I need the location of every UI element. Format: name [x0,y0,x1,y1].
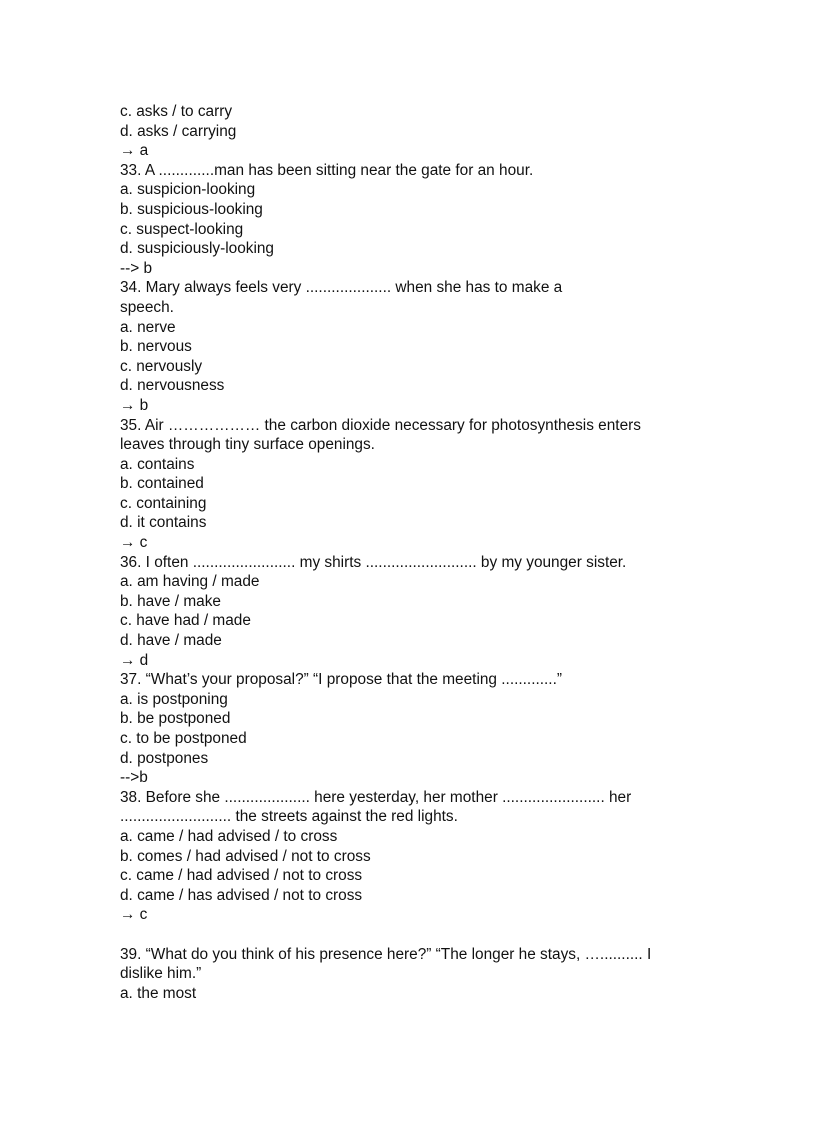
option-line: c. suspect-looking [120,220,244,238]
document-page [120,102,700,1003]
option-line: b. have / make [120,592,221,610]
option-line: d. came / has advised / not to cross [120,886,363,904]
option-line: d. postpones [120,749,209,767]
question-34: 34. Mary always feels very .................... when she has to make a [120,279,563,297]
option-line: d. suspiciously-looking [120,240,274,258]
answer-line: → c [120,906,148,924]
question-36: 36. I often ........................ my shirts .......................... by my younger sister. [120,553,627,571]
option-line: b. nervous [120,338,192,356]
text-line: d. asks / carrying [120,122,237,140]
question-38-continued: .......................... the streets against the red lights. [120,808,458,826]
option-line: d. it contains [120,514,207,532]
answer-line: → b [120,396,149,414]
question-35-continued: leaves through tiny surface openings. [120,436,375,454]
question-39-continued: dislike him.” [120,965,202,983]
question-34-continued: speech. [120,298,174,316]
answer-line: → c [120,534,148,552]
option-line: d. nervousness [120,377,225,395]
question-38: 38. Before she .................... here yesterday, her mother ........................ her [120,788,632,806]
question-37: 37. “What’s your proposal?” “I propose that the meeting .............” [120,671,562,689]
question-35: 35. Air ……………… the carbon dioxide necessary for photosynthesis enters [120,416,641,434]
option-line: b. suspicious-looking [120,200,263,218]
option-line: c. have had / made [120,612,251,630]
option-line: b. be postponed [120,710,231,728]
option-line: a. suspicion-looking [120,181,256,199]
option-line: a. the most [120,984,197,1002]
option-line: a. am having / made [120,573,260,591]
option-line: b. contained [120,475,204,493]
answer-line: -->b [120,769,148,787]
option-line: c. containing [120,494,207,512]
option-line: c. to be postponed [120,730,247,747]
option-line: d. have / made [120,632,222,650]
option-line: c. came / had advised / not to cross [120,867,363,885]
answer-line: → d [120,651,149,669]
option-line: a. contains [120,455,195,473]
blank-line [120,925,700,945]
option-line: a. nerve [120,318,176,336]
option-line: a. came / had advised / to cross [120,827,338,845]
option-line: b. comes / had advised / not to cross [120,847,371,865]
answer-line: --> b [120,259,153,277]
text-line: c. asks / to carry [120,103,233,120]
option-line: a. is postponing [120,690,228,708]
option-line: c. nervously [120,357,203,375]
question-33: 33. A .............man has been sitting near the gate for an hour. [120,161,534,179]
answer-line: → a [120,142,149,160]
question-39: 39. “What do you think of his presence here?” “The longer he stays, ….......... I [120,945,652,963]
